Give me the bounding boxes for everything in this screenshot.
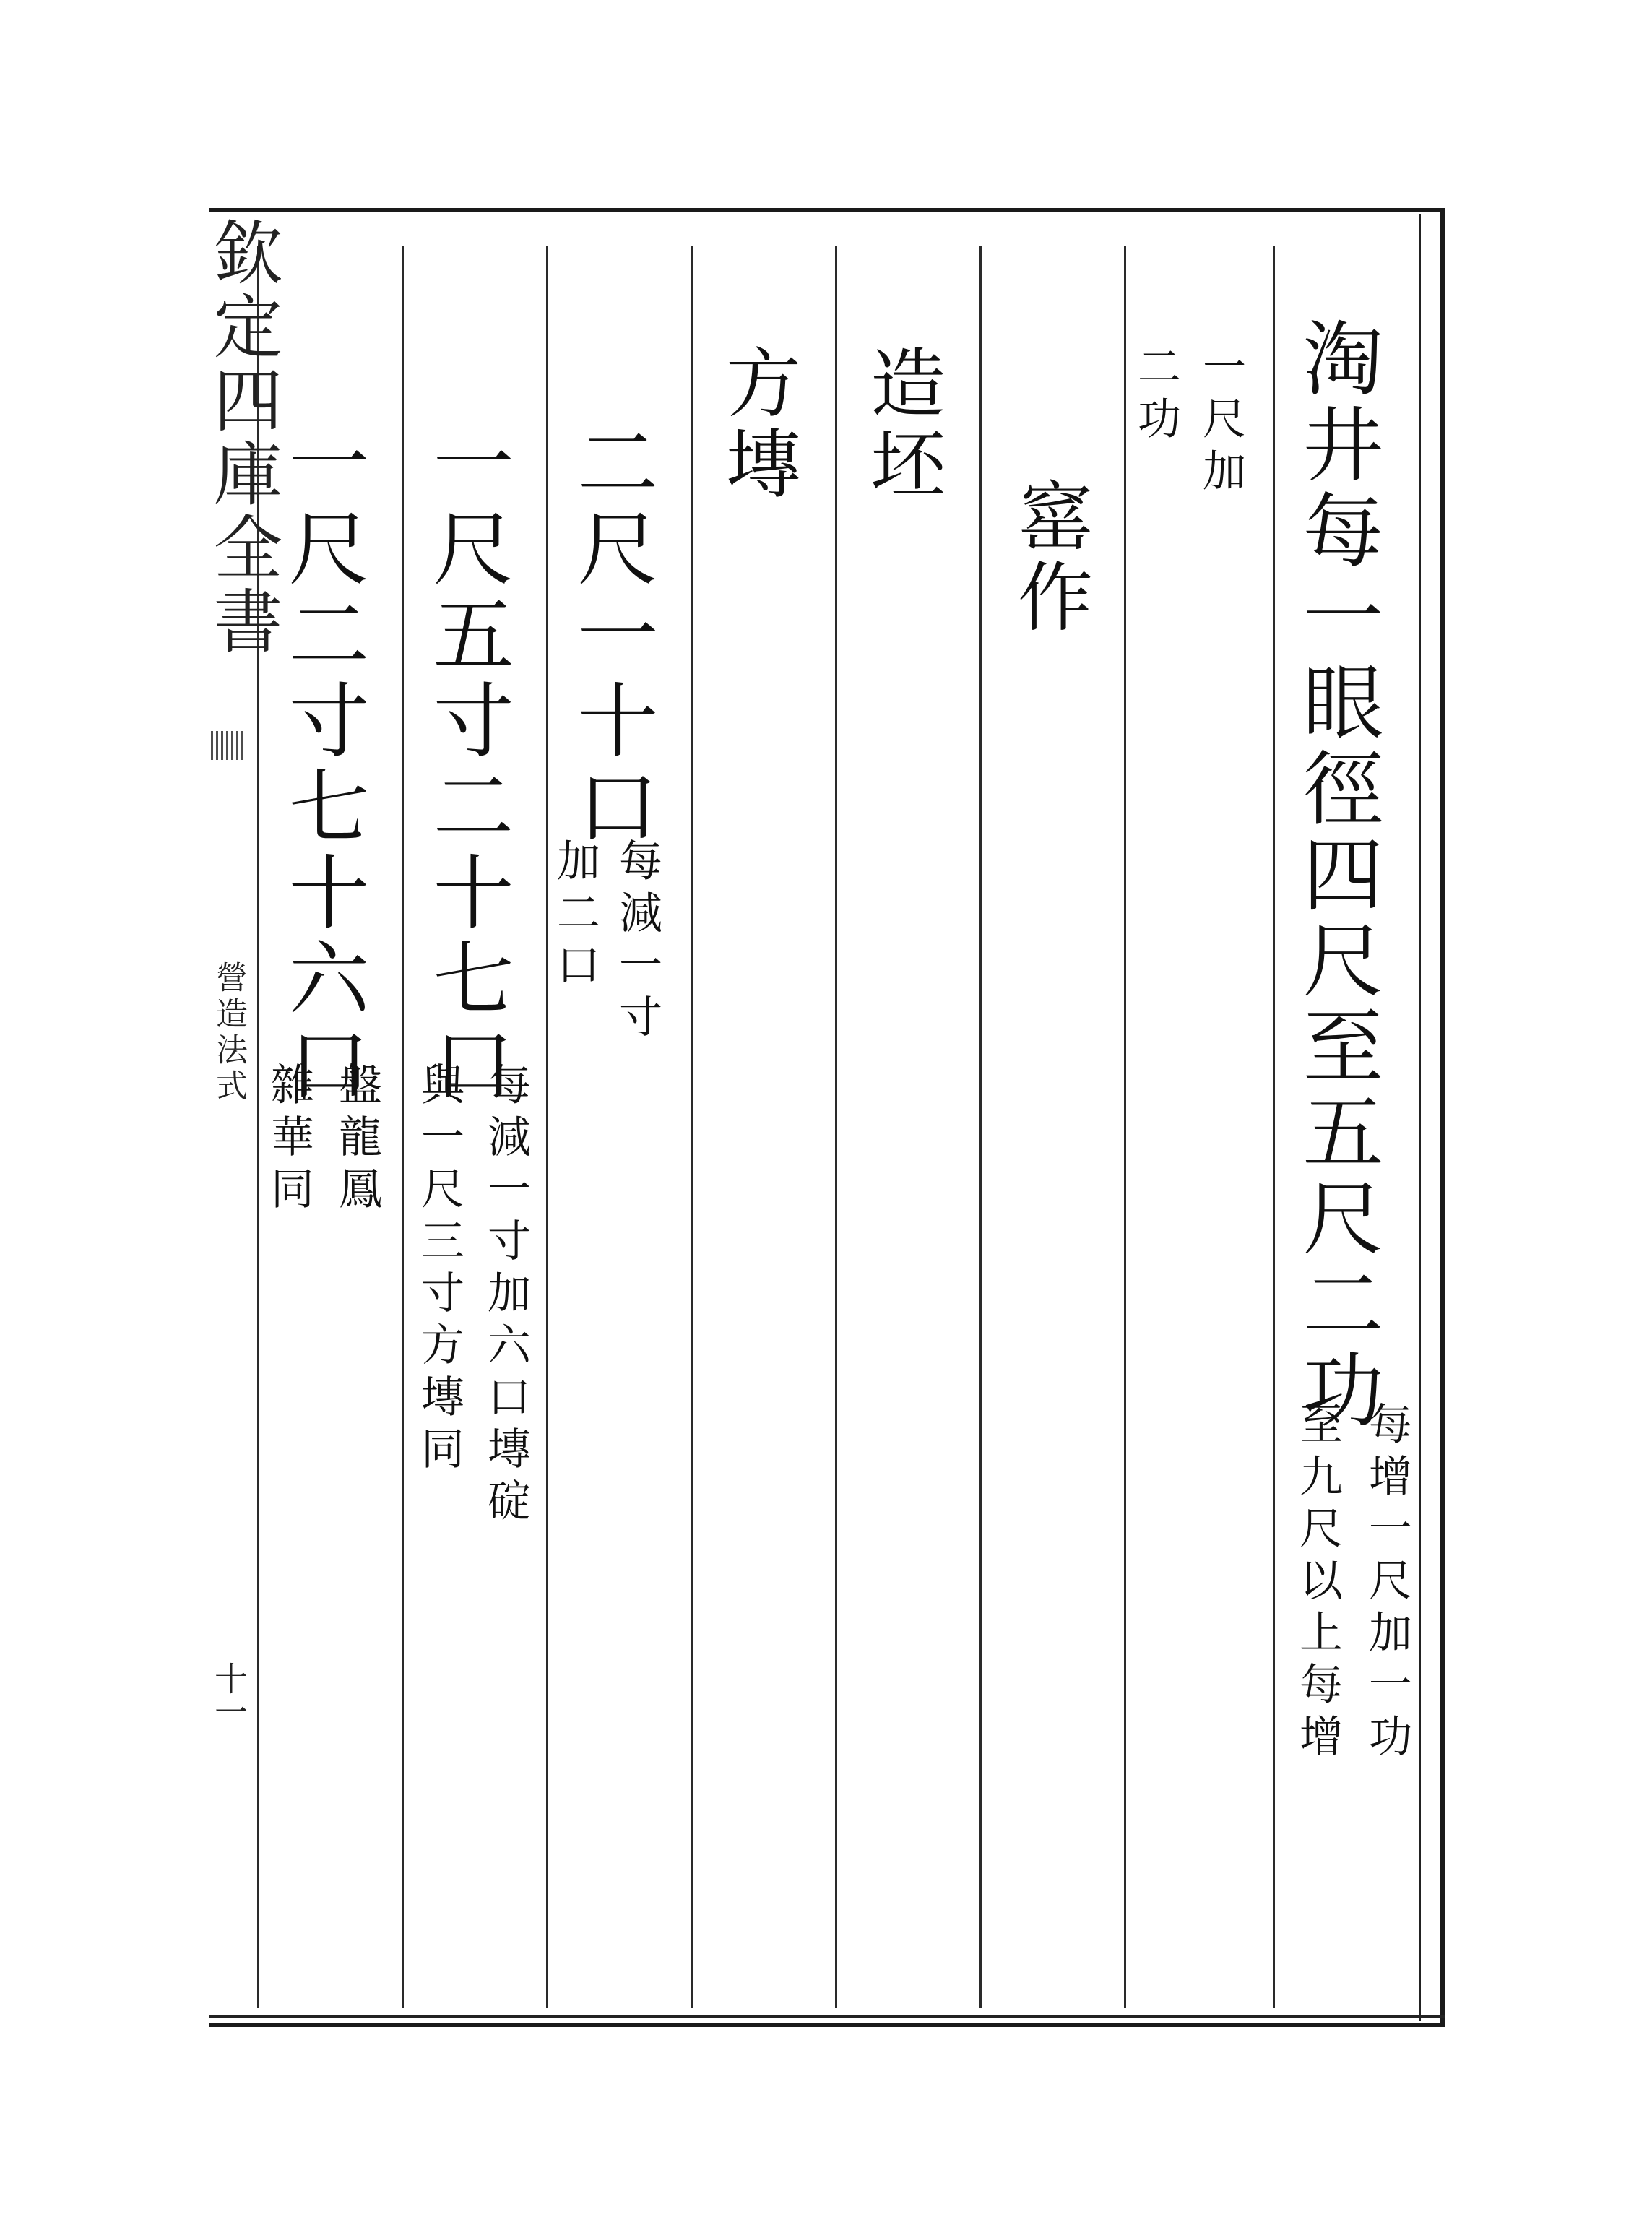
main-text-size-count: 二尺一十口	[564, 420, 658, 850]
column-rule	[402, 246, 404, 2008]
page-frame	[202, 208, 1445, 2027]
main-text-well-digging: 淘井每一眼徑四尺至五尺二功	[1289, 316, 1383, 1434]
note-right: 一尺加	[1195, 344, 1246, 500]
note-left: 加二口	[550, 838, 600, 994]
margin-book-title: 營造法式	[210, 961, 247, 1105]
note-left: 與一尺三寸方塼同	[414, 1062, 464, 1478]
column-rule	[835, 246, 837, 2008]
note-right: 每減一寸	[612, 838, 662, 1046]
column-rule	[691, 246, 693, 2008]
note-left: 至九尺以上每增	[1292, 1401, 1343, 1765]
main-text-size-count: 一尺二寸七十六口	[275, 420, 369, 1108]
note-left: 雜華同	[264, 1062, 314, 1218]
main-text-size-count: 一尺五寸二十七口	[420, 420, 514, 1108]
note-right: 盤龍鳳	[332, 1062, 382, 1218]
note-right: 每增一尺加一功	[1362, 1401, 1412, 1765]
item-square-brick: 方塼	[713, 344, 801, 506]
fishtail-mark	[211, 731, 244, 760]
note-right: 每減一寸加六口塼碇	[480, 1062, 531, 1530]
subheading-making-blanks: 造坯	[857, 344, 946, 506]
column-rule	[1273, 246, 1275, 2008]
section-heading-kiln-work: 窰作	[1005, 477, 1093, 639]
column-rule	[546, 246, 548, 2008]
frame-inner-bottom-rule	[209, 2015, 1445, 2018]
column-rule	[979, 246, 982, 2008]
note-left: 二功	[1130, 344, 1181, 448]
column-rule	[1124, 246, 1126, 2008]
margin-collection-title: 欽定四庫全書	[202, 217, 283, 659]
frame-inner-right-rule	[1419, 214, 1421, 2021]
margin-page-number: 十一	[209, 1661, 248, 1728]
